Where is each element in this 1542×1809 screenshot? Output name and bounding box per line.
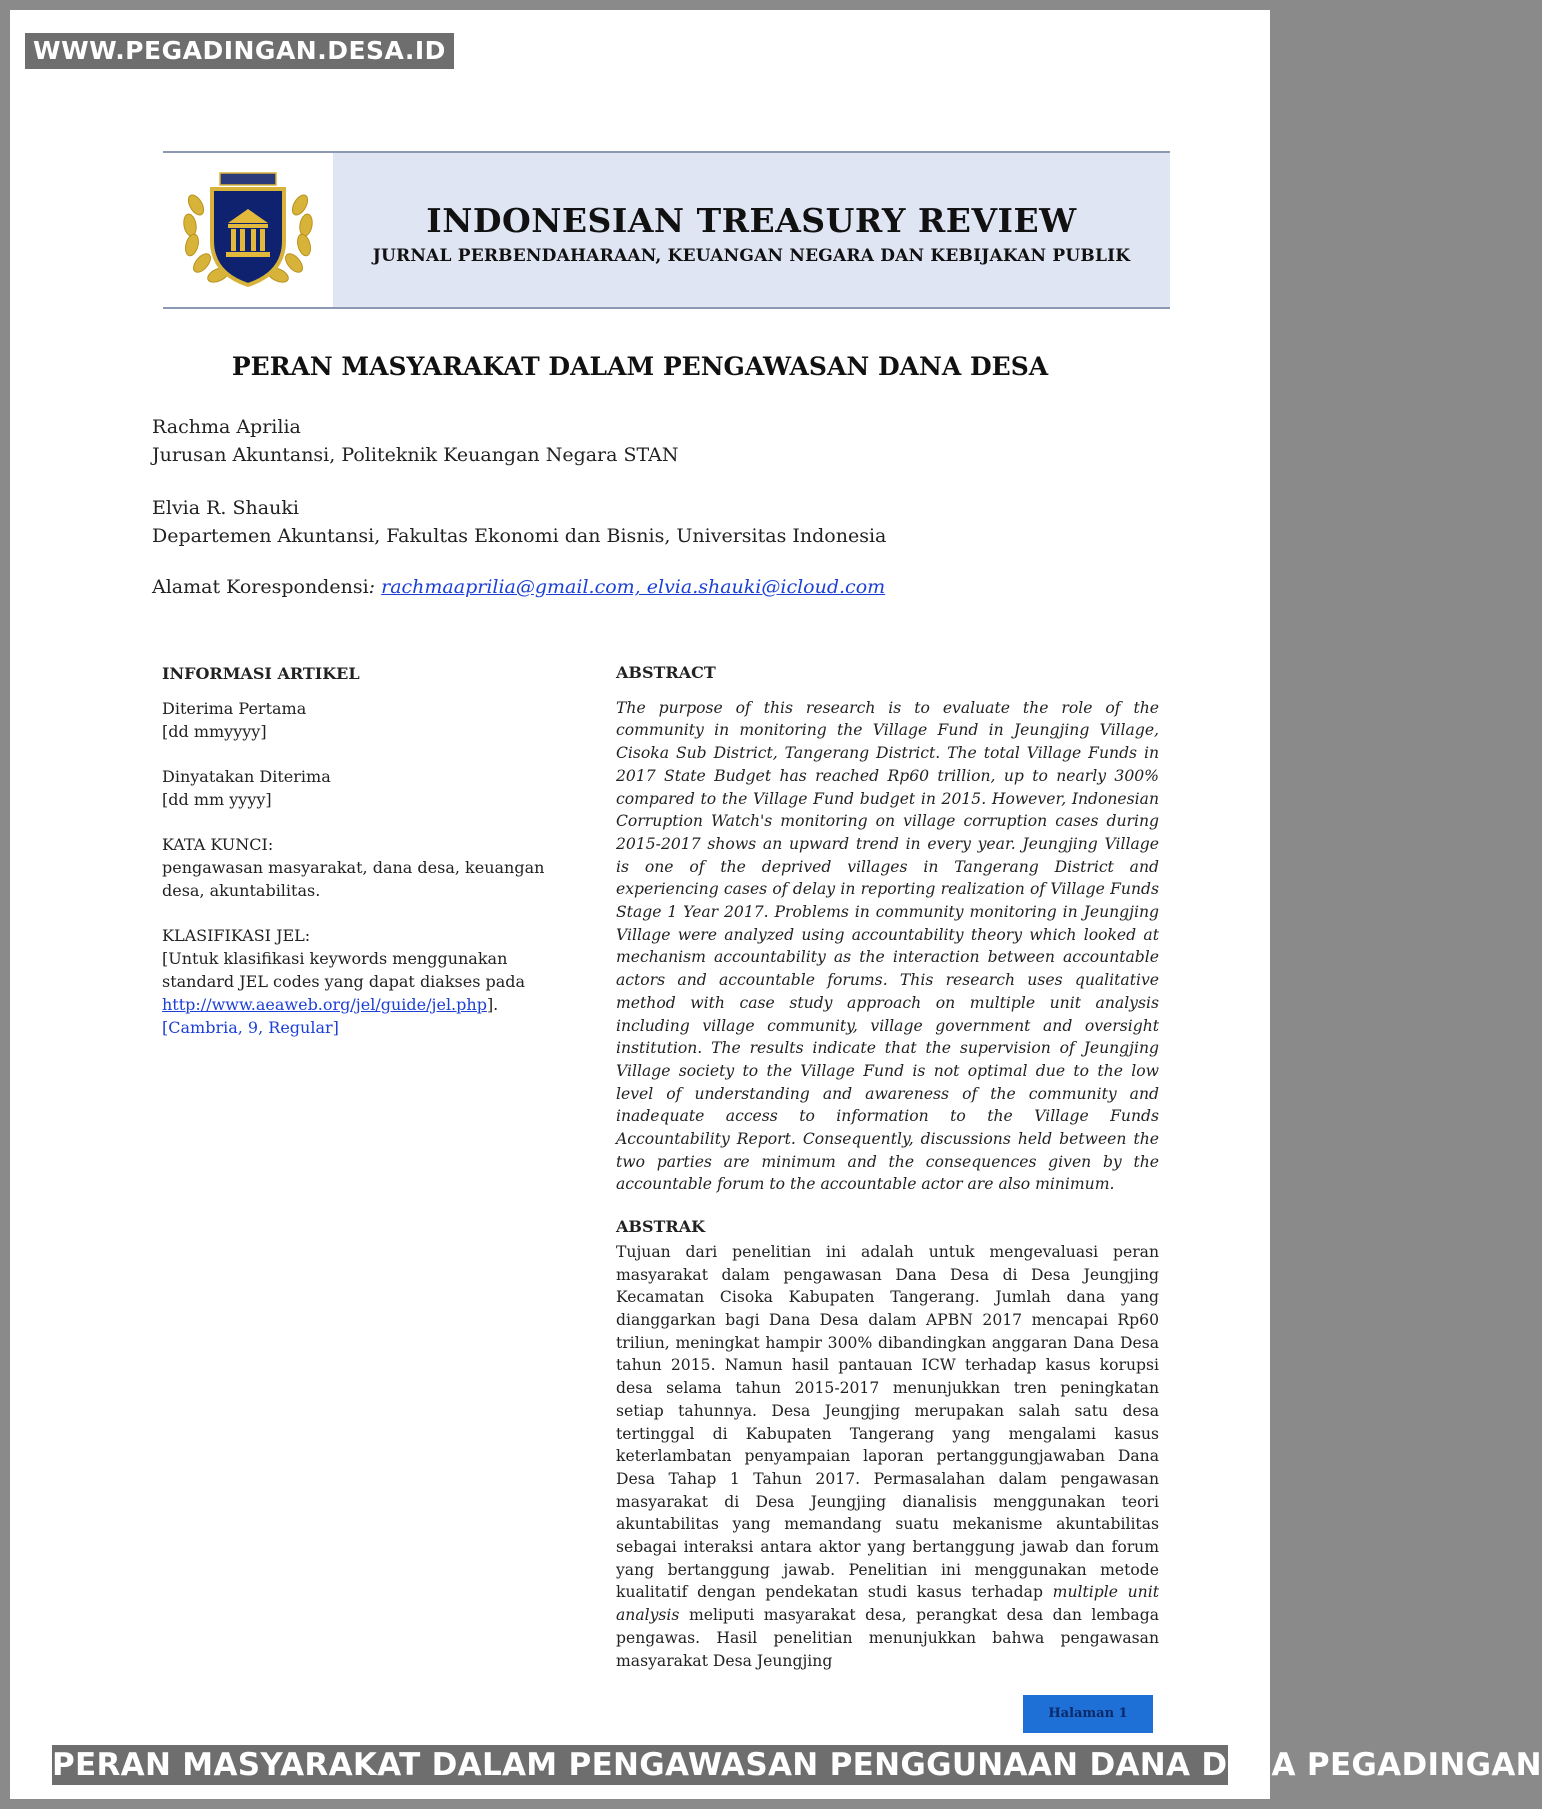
author-name: Elvia R. Shauki [152, 497, 299, 519]
abstrak-italic-term: multiple unit analysis [616, 1583, 1159, 1625]
keywords-label: KATA KUNCI: [162, 835, 274, 854]
journal-title: INDONESIAN TREASURY REVIEW [426, 200, 1077, 240]
jel-label: KLASIFIKASI JEL: [162, 926, 311, 945]
site-url-tag: WWW.PEGADINGAN.DESA.ID [25, 33, 454, 69]
received-value: [dd mmyyyy] [162, 722, 267, 741]
abstrak-text-part: meliputi masyarakat desa, perangkat desa dan lembaga pengawas. Hasil penelitian menunjukkan bahwa pengawasan masyarakat Desa Jeungjing [616, 1606, 1159, 1670]
correspondence: Alamat Korespondensi: rachmaaprilia@gmail.com, elvia.shauki@icloud.com [152, 576, 886, 598]
emblem-icon [178, 165, 318, 295]
abstract-text: The purpose of this research is to evaluate the role of the community in monitoring the Village Fund in Jeungjing Village, Cisoka Sub District, Tangerang District. The total Village Funds in 2017 State Budget has reached Rp60 trillion, up to nearly 300% compared to the Village Fund budget in 2015. However, Indonesian Corruption Watch's monitoring on village corruption cases during 2015-2017 shows an upward trend in every year. Jeungjing Village is one of the deprived villages in Tangerang District and experiencing cases of delay in reporting realization of Village Funds Stage 1 Year 2017. Problems in community monitoring in Jeungjing Village were analyzed using accountability theory which looked at mechanism accountability as the interaction between accountable actors and accountable forums. This research uses qualitative method with case study approach on multiple unit analysis including village community, village government and oversight institution. The results indicate that the supervision of Jeungjing Village society to the Village Fund is not optimal due to the low level of understanding and awareness of the community and inadequate access to information to the Village Funds Accountability Report. Consequently, discussions held between the two parties are minimum and the consequences given by the accountable forum to the accountable actor are also minimum. [616, 698, 1159, 1194]
keywords [162, 833, 562, 902]
jel-end: ]. [486, 995, 499, 1014]
accepted-label: Dinyatakan Diterima [162, 767, 331, 786]
author-block [152, 494, 886, 550]
jel-text: [Untuk klasifikasi keywords menggunakan standard JEL codes yang dapat diakses pada [162, 949, 526, 991]
correspondence-emails[interactable]: rachmaaprilia@gmail.com, elvia.shauki@icloud.com [381, 576, 886, 598]
abstrak-text-part: Tujuan dari penelitian ini adalah untuk mengevaluasi peran masyarakat dalam pengawasan Dana Desa di Desa Jeungjing Kecamatan Cisoka Kabupaten Tangerang. Jumlah dana yang dianggarkan bagi Dana Desa dalam APBN 2017 mencapai Rp60 triliun, meningkat hampir 300% dibandingkan anggaran Dana Desa tahun 2015. Namun hasil pantauan ICW terhadap kasus korupsi desa selama tahun 2015-2017 menunjukkan tren peningkatan setiap tahunnya. Desa Jeungjing merupakan salah satu desa tertinggal di Kabupaten Tangerang yang mengalami kasus keterlambatan penyampaian laporan pertanggungjawaban Dana Desa Tahap 1 Tahun 2017. Permasalahan dalam pengawasan masyarakat di Desa Jeungjing dianalisis menggunakan teori akuntabilitas yang memandang suatu mekanisme akuntabilitas sebagai interaksi antara aktor yang bertanggung jawab dan forum yang bertanggung jawab. Penelitian ini menggunakan metode kualitatif dengan pendekatan studi kasus terhadap [616, 1242, 1159, 1602]
page-number-badge: Halaman 1 [1023, 1695, 1153, 1733]
jel-classification [162, 924, 562, 1039]
jel-format-note: [Cambria, 9, Regular] [162, 1018, 339, 1037]
received-date [162, 697, 562, 743]
author-name: Rachma Aprilia [152, 416, 301, 438]
journal-logo [163, 153, 333, 307]
author-affiliation: Departemen Akuntansi, Fakultas Ekonomi dan Bisnis, Universitas Indonesia [152, 525, 887, 547]
paper-title: PERAN MASYARAKAT DALAM PENGAWASAN DANA DESA [231, 352, 1049, 381]
received-label: Diterima Pertama [162, 699, 307, 718]
author-block [152, 413, 679, 469]
accepted-date [162, 765, 562, 811]
abstract-heading: ABSTRACT [616, 663, 716, 682]
journal-title-band [333, 153, 1170, 307]
abstrak-text [616, 1241, 1159, 1672]
abstract-column [616, 662, 1159, 1672]
journal-subtitle: JURNAL PERBENDAHARAAN, KEUANGAN NEGARA DAN KEBIJAKAN PUBLIK [372, 245, 1131, 266]
journal-header [163, 151, 1170, 309]
article-info-column [162, 662, 562, 1061]
article-info-heading: INFORMASI ARTIKEL [162, 664, 360, 683]
jel-link[interactable]: http://www.aeaweb.org/jel/guide/jel.php [162, 995, 487, 1014]
keywords-value: pengawasan masyarakat, dana desa, keuangan desa, akuntabilitas. [162, 858, 545, 900]
author-affiliation: Jurusan Akuntansi, Politeknik Keuangan Negara STAN [152, 444, 679, 466]
accepted-value: [dd mm yyyy] [162, 790, 272, 809]
correspondence-label: Alamat Korespondensi [152, 576, 369, 598]
bottom-caption-banner: PERAN MASYARAKAT DALAM PENGAWASAN PENGGUNAAN DANA DESA PEGADINGAN [52, 1747, 1542, 1783]
abstrak-heading: ABSTRAK [616, 1217, 706, 1237]
